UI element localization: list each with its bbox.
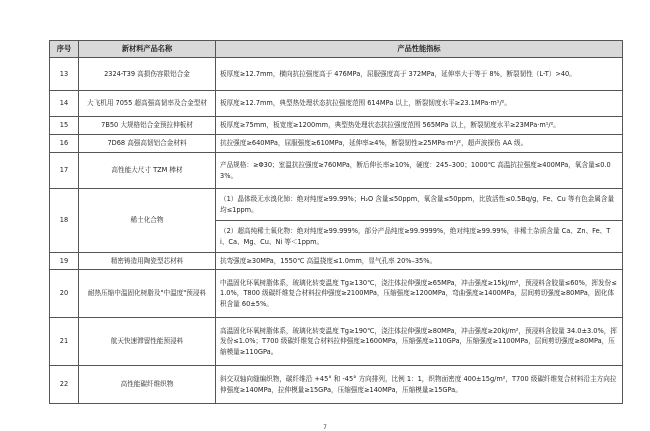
material-name: 稀土化合物	[79, 189, 216, 253]
row-number: 20	[50, 270, 79, 318]
material-name: 精密铸造用陶瓷型芯材料	[79, 253, 216, 270]
material-name: 7B50 大规格铝合金预拉伸板材	[79, 117, 216, 135]
material-name: 大飞机用 7055 超高强高韧率及合金型材	[79, 91, 216, 117]
performance-spec: 板厚度≥12.7mm，典型热处理状态抗拉强度范围 614MPa 以上，断裂韧度水平≥23.1MPa·m¹/²。	[216, 91, 623, 117]
table-row	[50, 318, 623, 366]
performance-spec: 抗拉强度≥640MPa，屈服强度≥610MPa，延伸率≥4%，断裂韧性≥25MPa·m¹/²，超声波探伤 AA 级。	[216, 135, 623, 153]
row-number: 19	[50, 253, 79, 270]
table-row	[50, 270, 623, 318]
performance-spec-part-1: （1）晶体级无水溴化铈：绝对纯度≥99.99%；H₂O 含量≤50ppm，氧含量≤50ppm，比放活性≤0.5Bq/g，Fe、Cu 等有色金属含量均≤1ppm。	[216, 189, 623, 221]
performance-spec: 高温固化环氧树脂体系，玻璃化转变温度 Tg≥190℃，浇注体拉伸强度≥80MPa，冲击强度≥20kJ/m²，预浸料含胶量 34.0±3.0%，挥发份≤1.0%；T700 级碳纤维复合材料拉伸强度≥1600MPa，压缩强度≥110GPa，压缩强度≥1100MPa，层间剪切强度≥80MPa，压缩模量≥110GPa。	[216, 318, 623, 366]
materials-table	[49, 40, 623, 404]
material-name: 高性能大尺寸 TZM 棒材	[79, 153, 216, 189]
table-row	[50, 366, 623, 404]
row-number: 21	[50, 318, 79, 366]
row-number: 14	[50, 91, 79, 117]
header-performance: 产品性能指标	[216, 41, 623, 58]
table-row	[50, 153, 623, 189]
material-name: 高性能碳纤维织物	[79, 366, 216, 404]
table-header-row	[50, 41, 623, 58]
performance-spec: 抗弯强度≥30MPa，1550℃ 高温挠度≤1.0mm，显气孔率 20%–35%。	[216, 253, 623, 270]
page-number: 7	[323, 424, 327, 431]
header-no: 序号	[50, 41, 79, 58]
material-name: 2324-T39 高损伤容限铝合金	[79, 58, 216, 91]
row-number: 16	[50, 135, 79, 153]
material-name: 7D68 高强高韧铝合金材料	[79, 135, 216, 153]
performance-spec: 斜交双轴向缝编织物，碳纤维沿 +45° 和 -45° 方向排列，比例 1：1，织物面密度 400±15g/m²，T700 级碳纤维复合材料沿主方向拉伸强度≥140MPa，拉伸模量≥15GPa，压缩强度≥140MPa，压缩模量≥15GPa。	[216, 366, 623, 404]
table-row	[50, 189, 623, 221]
performance-spec: 中温固化环氧树脂体系，玻璃化转变温度 Tg≥130℃，浇注体拉伸强度≥65MPa，冲击强度≥15kJ/m²，预浸料含胶量≤60%，挥发份≤1.0%，T800 级碳纤维复合材料拉伸强度≥2100MPa，压缩强度≥1200MPa，弯曲强度≥1400MPa，层间剪切强度≥80MPa，固化体积含量 60±5%。	[216, 270, 623, 318]
material-name: 航天快速滞留性能预浸料	[79, 318, 216, 366]
table-row	[50, 253, 623, 270]
performance-spec: 产品规格：≥Φ30；室温抗拉强度≥760MPa，断后伸长率≥10%，硬度：245–300；1000℃ 高温抗拉强度≥400MPa，氧含量≤0.03%。	[216, 153, 623, 189]
row-number: 18	[50, 189, 79, 253]
performance-spec: 板厚度≥75mm，板宽度≥1200mm，典型热处理状态抗拉强度范围 565MPa 以上，断裂韧度水平≥23MPa·m¹/²。	[216, 117, 623, 135]
performance-spec-part-2: （2）超高纯稀土氧化物：绝对纯度≥99.999%，部分产品纯度≥99.9999%，绝对纯度≥99.99%，非稀土杂质含量 Ca、Zn、Fe、Ti、Ca、Mg、Cu、Ni 等＜1ppm。	[216, 221, 623, 253]
row-number: 17	[50, 153, 79, 189]
row-number: 22	[50, 366, 79, 404]
table-row	[50, 135, 623, 153]
table-row	[50, 91, 623, 117]
table-row	[50, 117, 623, 135]
header-material-name: 新材料产品名称	[79, 41, 216, 58]
row-number: 13	[50, 58, 79, 91]
table-row	[50, 58, 623, 91]
row-number: 15	[50, 117, 79, 135]
performance-spec: 板厚度≥12.7mm，横向抗拉强度高于 476MPa，屈服强度高于 372MPa，延伸率大于等于 8%，断裂韧性（L-T）>40。	[216, 58, 623, 91]
material-name: 耐热压缩中温固化树脂及"中温度"预浸料	[79, 270, 216, 318]
